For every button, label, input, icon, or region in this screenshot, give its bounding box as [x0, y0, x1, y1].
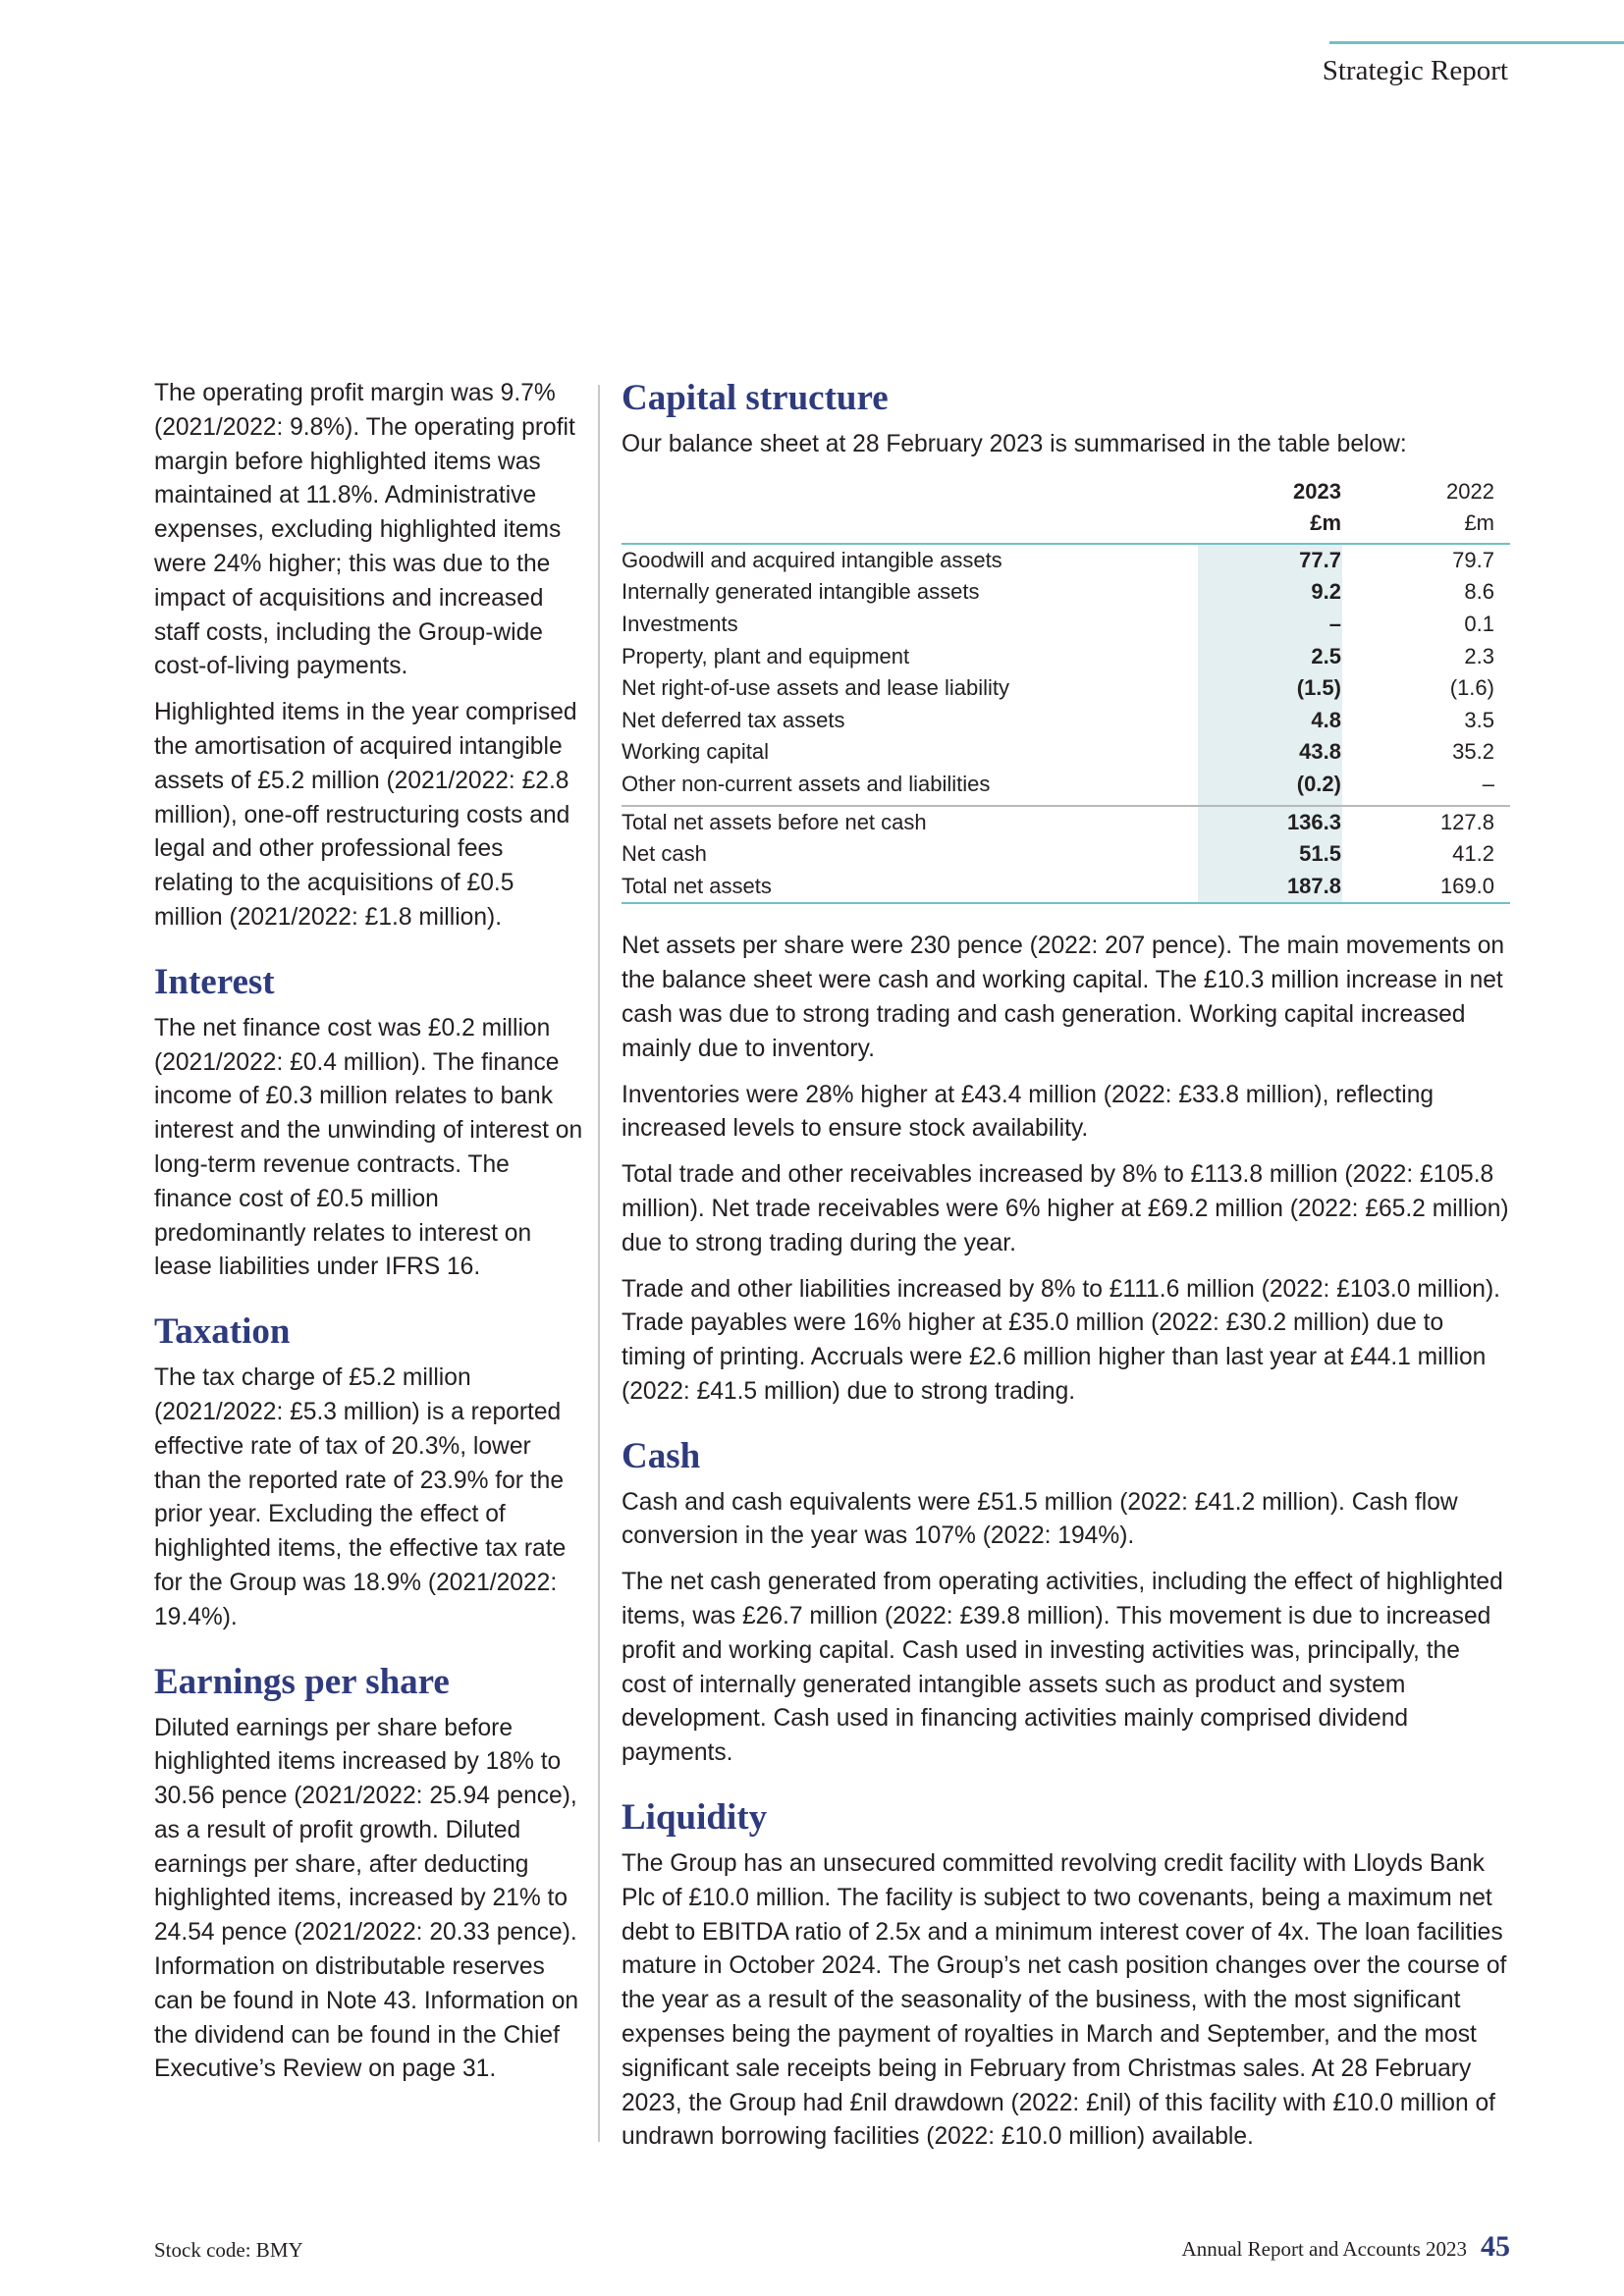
liquidity-heading: Liquidity	[622, 1797, 768, 1839]
row-label: Net right-of-use assets and lease liability	[622, 675, 1009, 701]
capital-structure-intro: Our balance sheet at 28 February 2023 is summarised in the table below:	[622, 431, 1407, 457]
footer-title-block	[1182, 2230, 1510, 2264]
row-label: Goodwill and acquired intangible assets	[622, 547, 1002, 572]
table-row	[622, 609, 1510, 641]
stock-code: Stock code: BMY	[154, 2238, 303, 2262]
highlighted-items-paragraph: Highlighted items in the year comprised the amortisation of acquired intangible assets of £5.2 million (2021/2022: £2.8 million), one-off restructuring costs and legal and other professional fees relating to the acquisitions of £0.5 million (2021/2022: £1.8 million).	[154, 699, 577, 931]
total-row	[622, 871, 1510, 903]
row-value-2023: 187.8	[1286, 873, 1341, 898]
row-label: Total net assets	[622, 873, 772, 898]
table-row	[622, 672, 1510, 705]
row-label: Other non-current assets and liabilities	[622, 771, 991, 796]
eps-heading: Earnings per share	[154, 1661, 450, 1702]
row-value-2023: 43.8	[1299, 739, 1341, 765]
row-label: Working capital	[622, 739, 769, 765]
liquidity-paragraph: The Group has an unsecured committed revolving credit facility with Lloyds Bank Plc of £10.0 million. The facility is subject to two covenants, being a maximum net debt to EBITDA ratio of 2.5x and a minimum interest cover of 4x. The loan facilities mature in October 2024. The Group’s net cash position changes over the course of the year as a result of the seasonality of the business, with the most significant expenses being the payment of royalties in March and September, and the most significant sale receipts being in February from Christmas sales. At 28 February 2023, the Group had £nil drawdown (2022: £nil) of this facility with £10.0 million of undrawn borrowing facilities (2022: £10.0 million) available.	[622, 1850, 1507, 2151]
row-value-2023: 136.3	[1286, 809, 1341, 834]
row-value-2022: 0.1	[1464, 611, 1494, 636]
row-value-2023: –	[1328, 611, 1341, 636]
row-value-2022: 3.5	[1464, 707, 1494, 732]
eps-paragraph: Diluted earnings per share before highlighted items increased by 18% to 30.56 pence (2021/2022: 25.94 pence), as a result of profit growth. Diluted earnings per share, after deducting highlighted items, increased by 21% to 24.54 pence (2021/2022: 20.33 pence). Information on distributable reserves can be found in Note 43. Information on the dividend can be found in the Chief Executive’s Review on page 31.	[154, 1714, 579, 2083]
row-value-2022: 41.2	[1452, 841, 1494, 867]
right-column	[622, 377, 1510, 2166]
row-label: Total net assets before net cash	[622, 809, 927, 834]
row-label: Net deferred tax assets	[622, 707, 845, 732]
row-value-2022: 2.3	[1464, 643, 1494, 668]
cash-paragraph-2: The net cash generated from operating activities, including the effect of highlighted items, was £26.7 million (2022: £39.8 million). This movement is due to increased profit and working capital. Cash used in investing activities was, principally, the cost of internally generated intangible assets such as product and system development. Cash used in financing activities mainly comprised dividend payments.	[622, 1569, 1503, 1767]
row-value-2023: (1.5)	[1296, 675, 1341, 701]
header-current-unit: £m	[1310, 509, 1341, 535]
column-divider	[598, 385, 600, 2142]
table-row	[622, 641, 1510, 673]
header-prior-unit: £m	[1464, 509, 1494, 535]
liabilities-paragraph: Trade and other liabilities increased by 8% to £111.6 million (2022: £103.0 million). Trade payables were 16% higher at £35.0 million (2022: £30.2 million) due to timing of printing. Accruals were £2.6 million higher than last year at £44.1 million (2022: £41.5 million) due to strong trading.	[622, 1275, 1500, 1405]
row-value-2023: 2.5	[1311, 643, 1341, 668]
cash-heading: Cash	[622, 1435, 701, 1476]
net-assets-paragraph: Net assets per share were 230 pence (2022: 207 pence). The main movements on the balance sheet were cash and working capital. The £10.3 million increase in net cash was due to strong trading and cash generation. Working capital increased mainly due to inventory.	[622, 933, 1505, 1062]
row-value-2023: 9.2	[1311, 579, 1341, 605]
interest-heading: Interest	[154, 961, 275, 1002]
row-value-2023: (0.2)	[1296, 771, 1341, 796]
total-row	[622, 807, 1510, 839]
row-value-2022: 79.7	[1452, 547, 1494, 572]
table-bottom-rule	[622, 902, 1510, 904]
header-current-year: 2023	[1293, 478, 1341, 504]
table-row	[622, 705, 1510, 737]
row-label: Property, plant and equipment	[622, 643, 910, 668]
row-value-2023: 77.7	[1299, 547, 1341, 572]
row-value-2022: 127.8	[1439, 809, 1494, 834]
table-row	[622, 769, 1510, 801]
row-label: Net cash	[622, 841, 707, 867]
header-prior-year: 2022	[1446, 478, 1494, 504]
row-value-2023: 4.8	[1311, 707, 1341, 732]
taxation-paragraph: The tax charge of £5.2 million (2021/2022: £5.3 million) is a reported effective rate of tax of 20.3%, lower than the reported rate of 23.9% for the prior year. Excluding the effect of highlighted items, the effective tax rate for the Group was 18.9% (2021/2022: 19.4%).	[154, 1364, 567, 1630]
total-row	[622, 838, 1510, 871]
row-value-2022: –	[1482, 771, 1494, 796]
row-value-2022: 35.2	[1452, 739, 1494, 765]
capital-structure-heading: Capital structure	[622, 378, 889, 418]
taxation-heading: Taxation	[154, 1311, 291, 1353]
table-row	[622, 736, 1510, 769]
section-label: Strategic Report	[1322, 55, 1508, 86]
table-row	[622, 576, 1510, 609]
cash-paragraph-1: Cash and cash equivalents were £51.5 million (2022: £41.2 million). Cash flow conversion in the year was 107% (2022: 194%).	[622, 1488, 1458, 1550]
interest-paragraph: The net finance cost was £0.2 million (2021/2022: £0.4 million). The finance income of £0.3 million relates to bank interest and the unwinding of interest on long-term revenue contracts. The finance cost of £0.5 million predominantly relates to interest on lease liabilities under IFRS 16.	[154, 1014, 583, 1281]
header-accent-rule	[1329, 41, 1624, 44]
table-header	[622, 474, 1510, 543]
report-title: Annual Report and Accounts 2023	[1181, 2237, 1467, 2261]
operating-margin-paragraph: The operating profit margin was 9.7% (2021/2022: 9.8%). The operating profit margin before highlighted items was maintained at 11.8%. Administrative expenses, excluding highlighted items were 24% higher; this was due to the impact of acquisitions and increased staff costs, including the Group-wide cost-of-living payments.	[154, 380, 575, 680]
row-label: Internally generated intangible assets	[622, 579, 980, 605]
row-label: Investments	[622, 611, 738, 636]
balance-sheet-table	[622, 474, 1510, 905]
receivables-paragraph: Total trade and other receivables increased by 8% to £113.8 million (2022: £105.8 million). Net trade receivables were 6% higher at £69.2 million (2022: £65.2 million) due to strong trading during the year.	[622, 1161, 1509, 1256]
page-number: 45	[1481, 2230, 1510, 2263]
row-value-2022: 8.6	[1464, 579, 1494, 605]
inventories-paragraph: Inventories were 28% higher at £43.4 million (2022: £33.8 million), reflecting increased levels to ensure stock availability.	[622, 1081, 1435, 1143]
row-value-2022: 169.0	[1439, 873, 1494, 898]
left-column	[154, 377, 584, 2099]
row-value-2022: (1.6)	[1449, 675, 1494, 701]
row-value-2023: 51.5	[1299, 841, 1341, 867]
table-row	[622, 545, 1510, 577]
